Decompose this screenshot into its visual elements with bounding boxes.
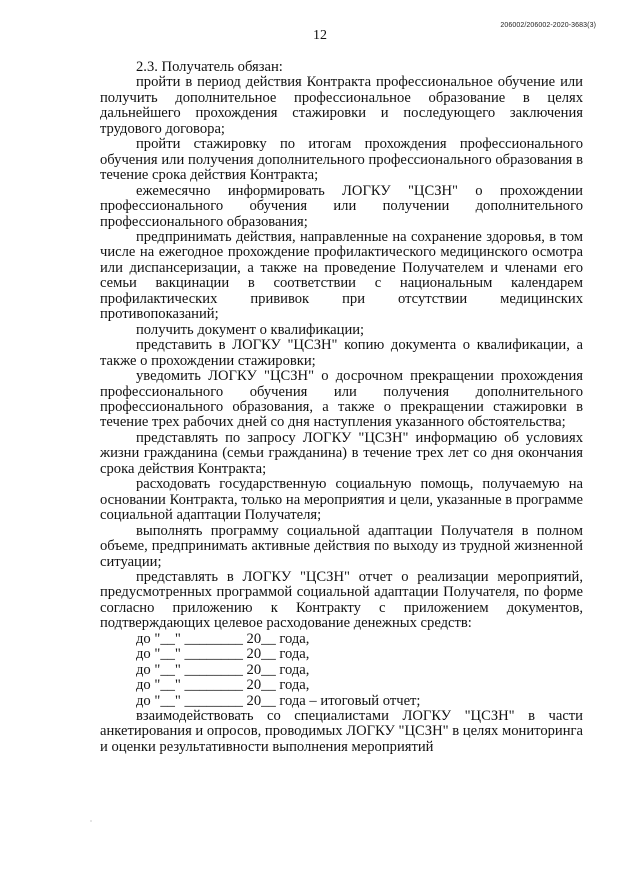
page-number: 12: [313, 28, 327, 43]
scan-artifact: [90, 820, 92, 822]
continuation-paragraph: взаимодействовать со специалистами ЛОГКУ "ЦСЗН" в части анкетирования и опросов, проводимых ЛОГКУ "ЦСЗН" в целях мониторинга и оценки результативности выполнения мероприятий: [100, 708, 583, 755]
obligation-paragraph: ежемесячно информировать ЛОГКУ "ЦСЗН" о прохождении профессионального обучения или получении дополнительного профессионального образования;: [100, 182, 583, 230]
obligation-paragraph: выполнять программу социальной адаптации Получателя в полном объеме, предпринимать активные действия по выходу из трудной жизненной ситуации;: [100, 522, 583, 570]
obligation-paragraph: представить в ЛОГКУ "ЦСЗН" копию документа о квалификации, а также о прохождении стажировки;: [100, 337, 583, 369]
report-deadline-line: до "__" ________ 20__ года,: [136, 646, 310, 663]
report-deadline-line: до "__" ________ 20__ года,: [136, 677, 310, 694]
report-deadline-line: до "__" ________ 20__ года,: [136, 661, 310, 678]
document-body: [100, 60, 583, 755]
obligation-paragraph: представлять по запросу ЛОГКУ "ЦСЗН" информацию об условиях жизни гражданина (семьи гражданина) в течение трех лет со дня окончания срока действия Контракта;: [100, 429, 583, 477]
obligation-paragraph: пройти стажировку по итогам прохождения профессионального обучения или получения дополнительного профессионального образования в течение срока действия Контракта;: [100, 136, 583, 184]
report-deadline-line: до "__" ________ 20__ года – итоговый отчет;: [136, 692, 421, 709]
obligation-paragraph: предпринимать действия, направленные на сохранение здоровья, в том числе на ежегодное прохождение профилактического медицинского осмотра или диспансеризации, а также на проведение Получателем и членами его семьи вакцинации в соответствии с национальным календарем профилактических прививок при отсутствии медицинских противопоказаний;: [100, 228, 583, 323]
obligation-paragraph: расходовать государственную социальную помощь, получаемую на основании Контракта, только на мероприятия и цели, указанные в программе социальной адаптации Получателя;: [100, 476, 583, 524]
report-deadline-line: до "__" ________ 20__ года,: [136, 630, 310, 647]
obligation-paragraph: представлять в ЛОГКУ "ЦСЗН" отчет о реализации мероприятий, предусмотренных программой социальной адаптации Получателя, по форме согласно приложению к Контракту с приложением документов, подтверждающих целевое расходование денежных средств:: [100, 568, 583, 632]
section-heading: 2.3. Получатель обязан:: [136, 59, 283, 75]
obligation-paragraph: пройти в период действия Контракта профессиональное обучение или получить дополнительное профессиональное образование в целях дальнейшего прохождения стажировки и последующего заключения трудового договора;: [100, 74, 583, 137]
obligation-paragraph: уведомить ЛОГКУ "ЦСЗН" о досрочном прекращении прохождения профессионального обучения или получения дополнительного профессионального образования, а также о прекращении стажировки в течение трех рабочих дней со дня наступления указанного обстоятельства;: [100, 368, 583, 431]
document-id: 206002/206002-2020-3683(3): [500, 22, 596, 29]
obligation-paragraph: получить документ о квалификации;: [136, 321, 365, 338]
